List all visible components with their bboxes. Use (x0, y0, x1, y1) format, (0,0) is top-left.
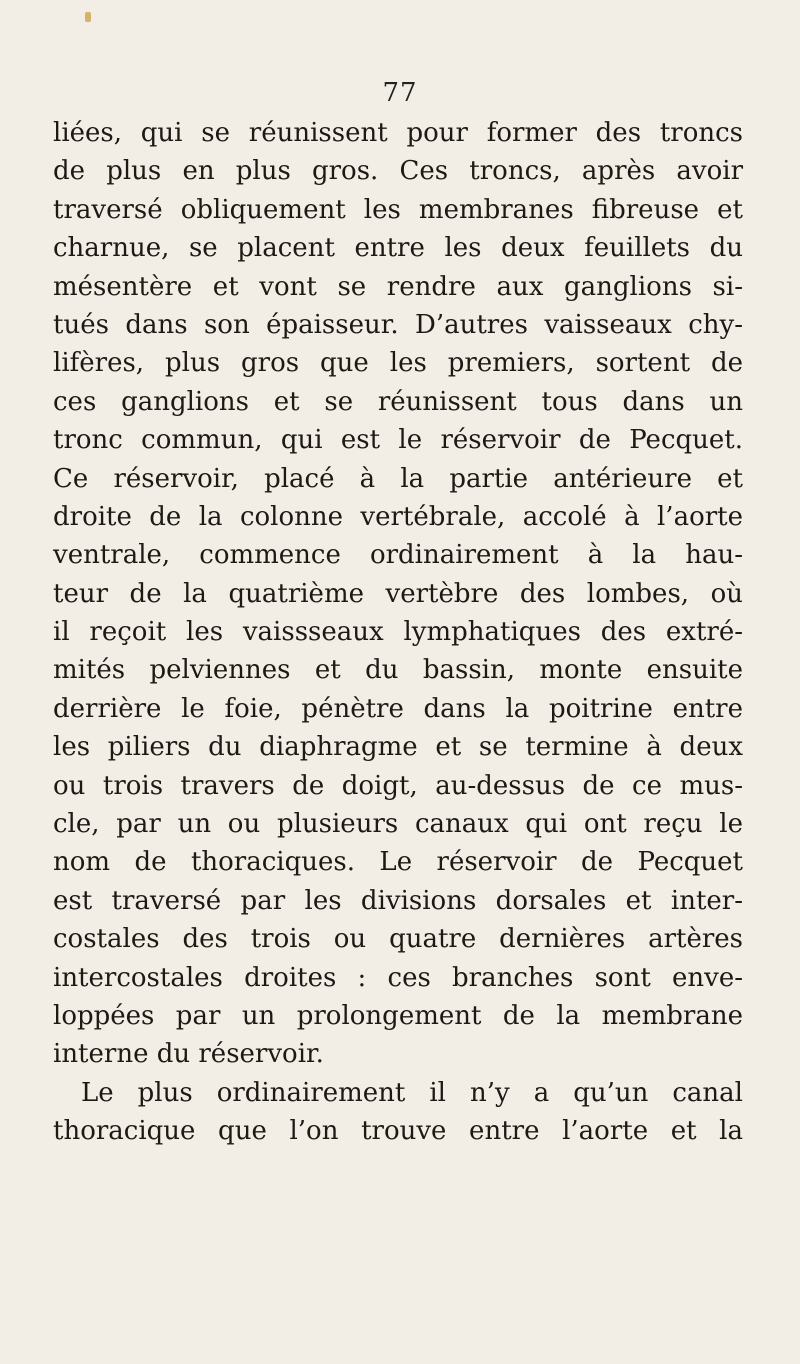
text-line: droite de la colonne vertébrale, accolé à l’aorte (53, 501, 743, 532)
page-number: 77 (382, 78, 418, 108)
text-line: nom de thoraciques. Le réservoir de Pecquet (53, 847, 743, 878)
text-line: liées, qui se réunissent pour former des troncs (53, 118, 743, 148)
body-text (53, 114, 743, 1151)
text-line: mités pelviennes et du bassin, monte ensuite (53, 655, 743, 686)
text-line: lifères, plus gros que les premiers, sortent de (53, 348, 743, 379)
text-line: costales des trois ou quatre dernières artères (53, 924, 743, 955)
text-line: tronc commun, qui est le réservoir de Pecquet. (53, 425, 743, 456)
paragraph-end-line: interne du réservoir. (53, 1039, 324, 1070)
text-line: les piliers du diaphragme et se termine à deux (53, 732, 743, 763)
text-line: teur de la quatrième vertèbre des lombes, où (53, 578, 743, 609)
text-line: ou trois travers de doigt, au-dessus de ce mus- (53, 770, 743, 801)
text-line: ces ganglions et se réunissent tous dans un (53, 386, 743, 417)
paragraph-start-line: Le plus ordinairement il n’y a qu’un canal (81, 1077, 743, 1108)
text-line: intercostales droites : ces branches sont enve- (53, 962, 743, 993)
text-line: ventrale, commence ordinairement à la hau- (53, 540, 743, 571)
text-line: il reçoit les vaissseaux lymphatiques des extré- (53, 617, 743, 648)
text-line: thoracique que l’on trouve entre l’aorte et la (53, 1116, 743, 1147)
text-line: tués dans son épaisseur. D’autres vaisseaux chy- (53, 309, 743, 340)
text-line: mésentère et vont se rendre aux ganglions si- (53, 271, 743, 302)
text-line: traversé obliquement les membranes fibreuse et (53, 194, 743, 225)
text-line: est traversé par les divisions dorsales et inter- (53, 885, 743, 916)
text-line: de plus en plus gros. Ces troncs, après avoir (53, 156, 743, 187)
text-line: derrière le foie, pénètre dans la poitrine entre (53, 693, 743, 724)
text-line: charnue, se placent entre les deux feuillets du (53, 233, 743, 264)
text-line: loppées par un prolongement de la membrane (53, 1000, 743, 1031)
text-line: cle, par un ou plusieurs canaux qui ont reçu le (53, 809, 743, 840)
text-line: Ce réservoir, placé à la partie antérieure et (53, 463, 743, 494)
ink-spot (85, 12, 91, 22)
